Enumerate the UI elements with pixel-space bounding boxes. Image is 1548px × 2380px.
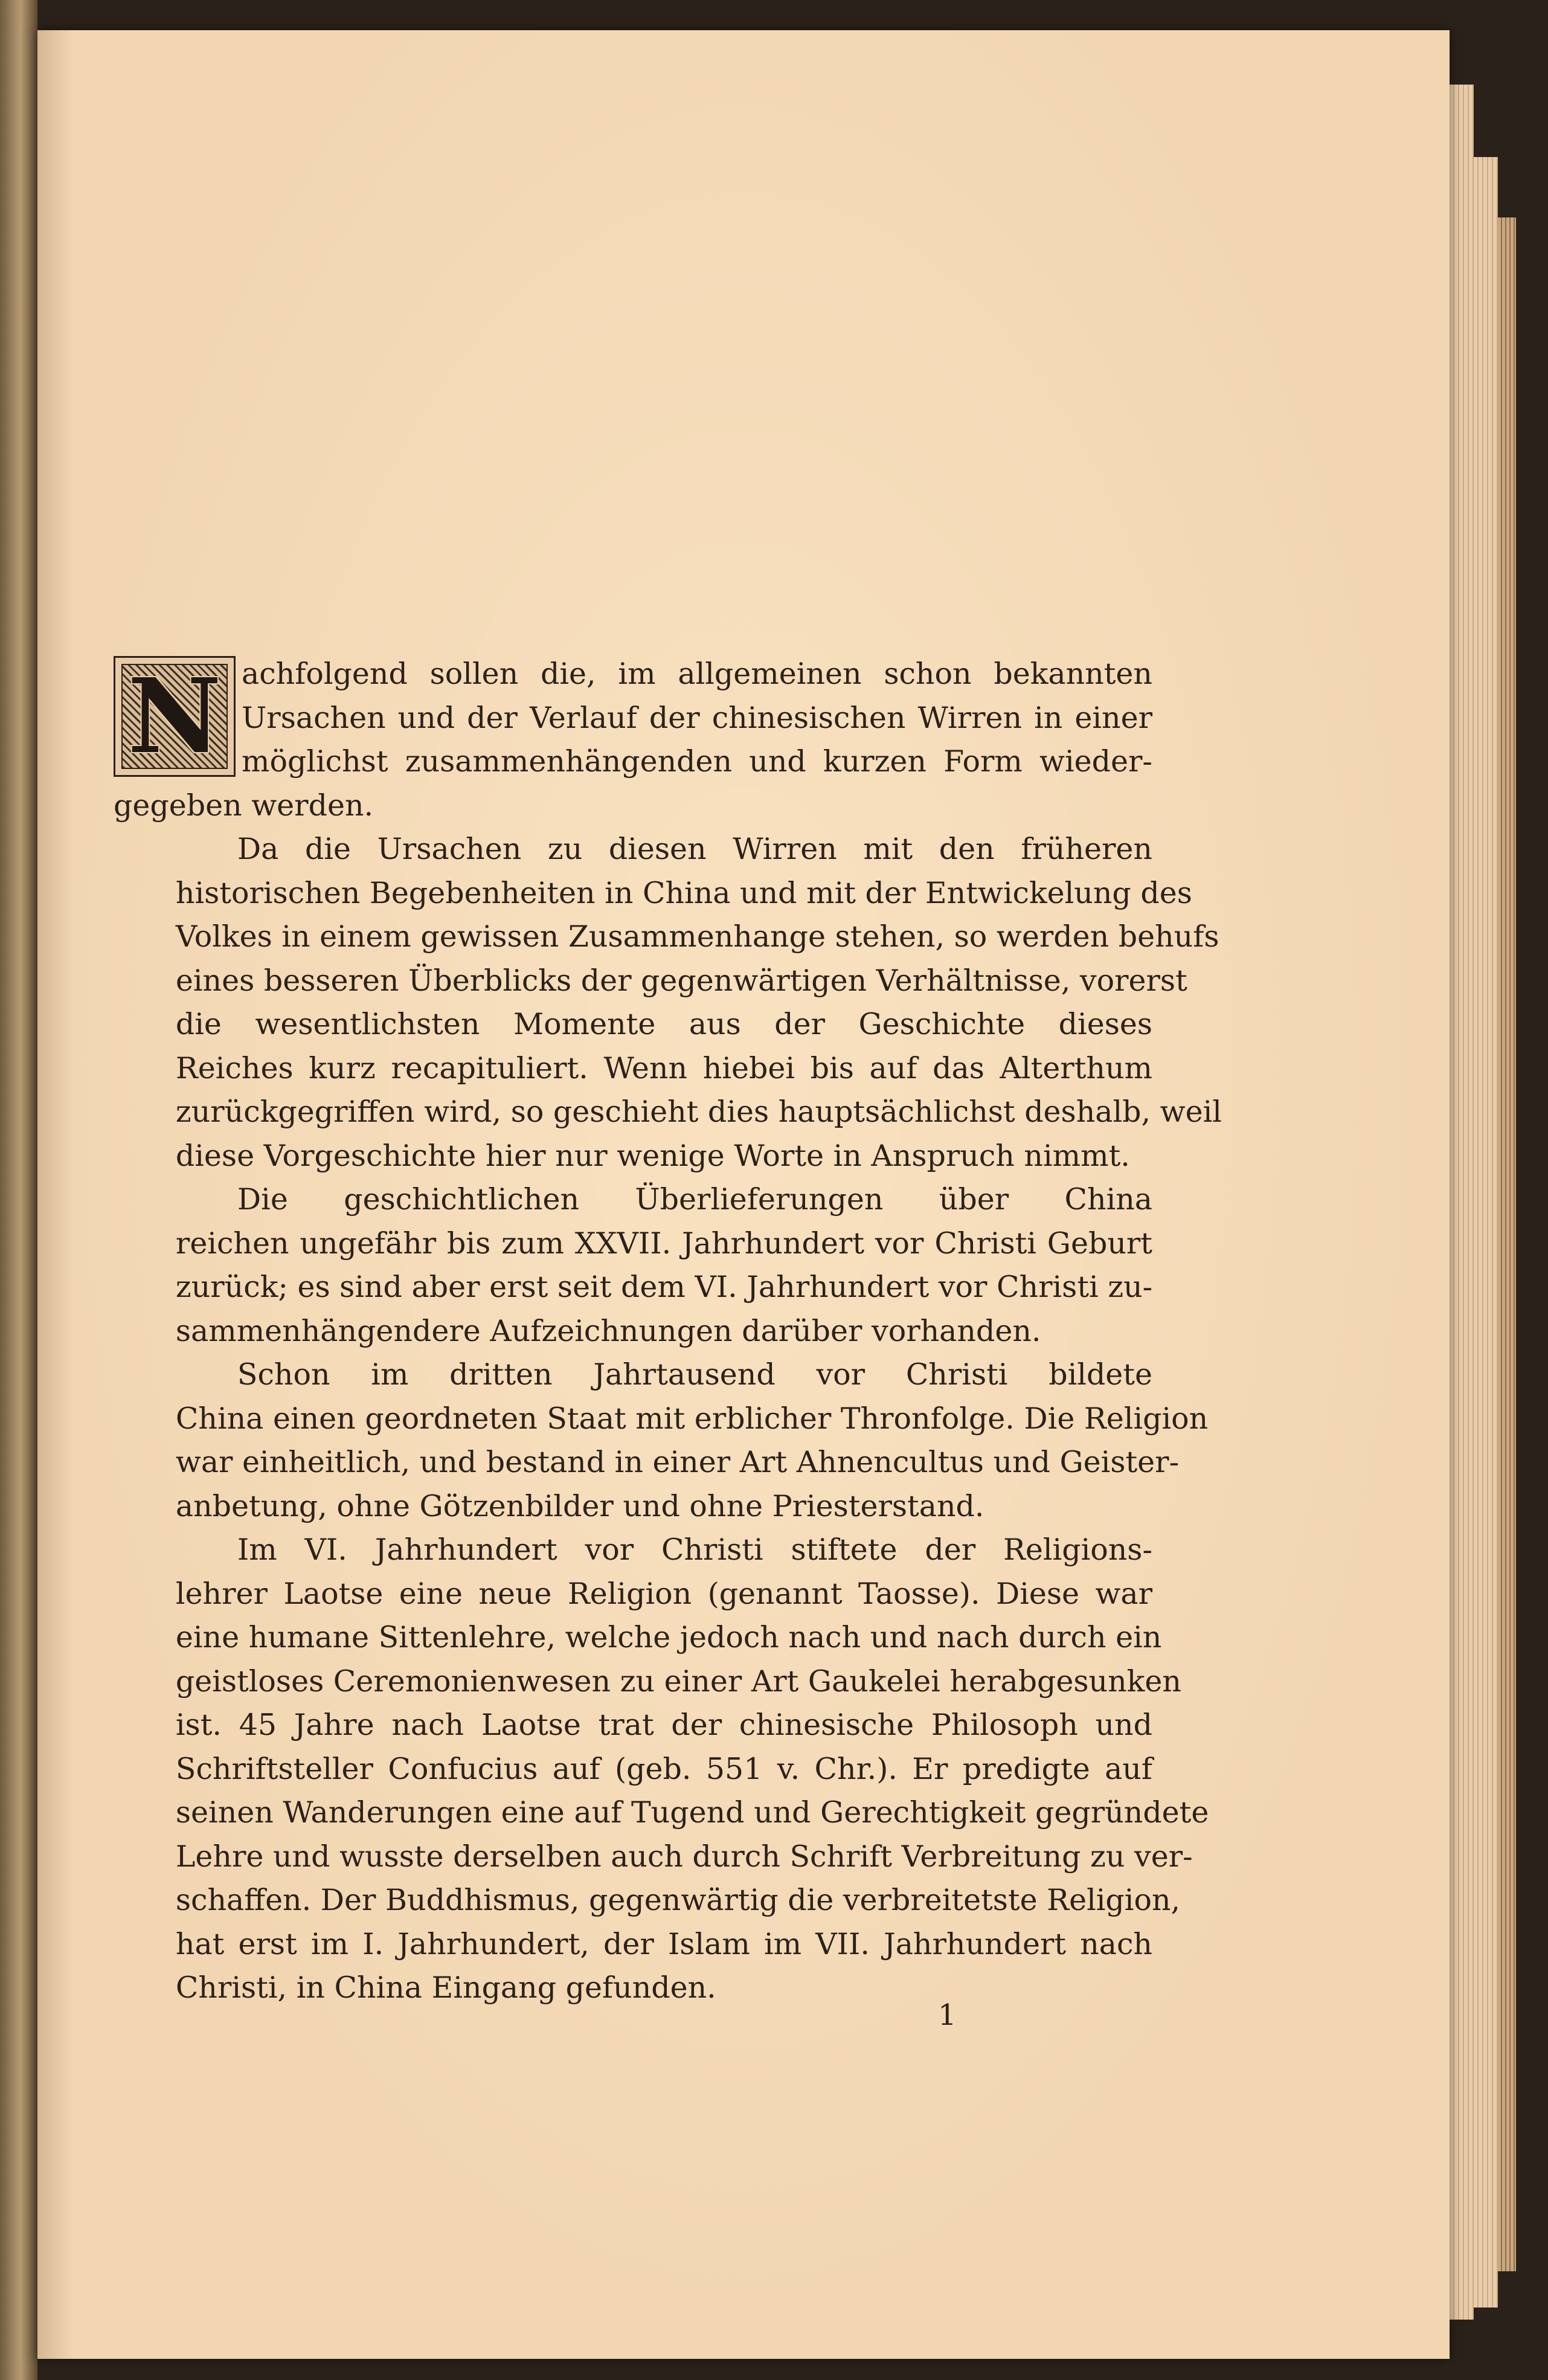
paragraph-3 <box>114 1178 1152 1353</box>
paragraph-4 <box>114 1353 1209 1528</box>
text-line: Christi, in China Eingang gefunden. <box>175 1970 716 2005</box>
text-line: lehrer Laotse eine neue Religion (genannt Taosse). Diese war <box>175 1576 1152 1611</box>
text-line: Reiches kurz recapituliert. Wenn hiebei bis auf das Alterthum <box>175 1050 1152 1085</box>
text-line: Lehre und wusste derselben auch durch Schrift Verbreitung zu ver- <box>175 1839 1193 1874</box>
text-line: die wesentlichsten Momente aus der Geschichte dieses <box>175 1007 1152 1041</box>
text-line: Die geschichtlichen Überlieferungen über China <box>237 1182 1152 1217</box>
text-line: war einheitlich, und bestand in einer Art Ahnencultus und Geister- <box>175 1445 1180 1479</box>
page-edge <box>1474 157 1498 2308</box>
drop-cap-letter: N <box>127 656 222 777</box>
text-line: historischen Begebenheiten in China und mit der Entwickelung des <box>175 875 1192 910</box>
text-line: ist. 45 Jahre nach Laotse trat der chinesische Philosoph und <box>175 1708 1152 1742</box>
text-line: reichen ungefähr bis zum XXVII. Jahrhundert vor Christi Geburt <box>175 1226 1152 1261</box>
paragraph-2 <box>114 828 1222 1178</box>
text-line: geistloses Ceremonienwesen zu einer Art Gaukelei herabgesunken <box>175 1664 1181 1699</box>
text-line: schaffen. Der Buddhismus, gegenwärtig die verbreitetste Religion, <box>175 1883 1181 1917</box>
paragraph-5 <box>114 1528 1209 2010</box>
text-line: Schon im dritten Jahrtausend vor Christi bildete <box>237 1357 1152 1392</box>
text-line: eines besseren Überblicks der gegenwärtigen Verhältnisse, vorerst <box>175 963 1187 998</box>
text-line: möglichst zusammenhängenden und kurzen Form wieder- <box>242 744 1152 779</box>
page-number: 1 <box>938 1998 957 2032</box>
text-line: seinen Wanderungen eine auf Tugend und Gerechtigkeit gegründete <box>175 1795 1209 1830</box>
page-edge <box>1498 217 1516 2271</box>
text-line: diese Vorgeschichte hier nur wenige Worte in Anspruch nimmt. <box>175 1138 1130 1173</box>
text-line: gegeben werden. <box>114 788 374 823</box>
text-line: Im VI. Jahrhundert vor Christi stiftete der Religions- <box>237 1533 1152 1567</box>
text-line: achfolgend sollen die, im allgemeinen schon bekannten <box>242 657 1152 691</box>
body-text <box>114 652 1222 2010</box>
text-line: anbetung, ohne Götzenbilder und ohne Priesterstand. <box>175 1488 984 1523</box>
paragraph-1 <box>114 652 1152 828</box>
text-line: sammenhängendere Aufzeichnungen darüber vorhanden. <box>175 1313 1041 1348</box>
text-line: zurückgegriffen wird, so geschieht dies hauptsächlichst deshalb, weil <box>175 1095 1222 1129</box>
text-line: China einen geordneten Staat mit erblicher Thronfolge. Die Religion <box>175 1401 1209 1436</box>
text-line: zurück; es sind aber erst seit dem VI. Jahrhundert vor Christi zu- <box>175 1270 1153 1304</box>
drop-cap-initial <box>114 656 236 777</box>
text-line: Ursachen und der Verlauf der chinesischen Wirren in einer <box>242 700 1152 735</box>
facing-page-edge <box>0 0 37 2380</box>
text-line: Da die Ursachen zu diesen Wirren mit den früheren <box>237 832 1152 866</box>
text-line: Volkes in einem gewissen Zusammenhange stehen, so werden behufs <box>175 919 1219 954</box>
text-line: hat erst im I. Jahrhundert, der Islam im VII. Jahrhundert nach <box>175 1926 1152 1961</box>
text-line: Schriftsteller Confucius auf (geb. 551 v. Chr.). Er predigte auf <box>175 1751 1152 1786</box>
text-line: eine humane Sittenlehre, welche jedoch nach und nach durch ein <box>175 1620 1162 1655</box>
page-edge <box>1450 85 1474 2320</box>
